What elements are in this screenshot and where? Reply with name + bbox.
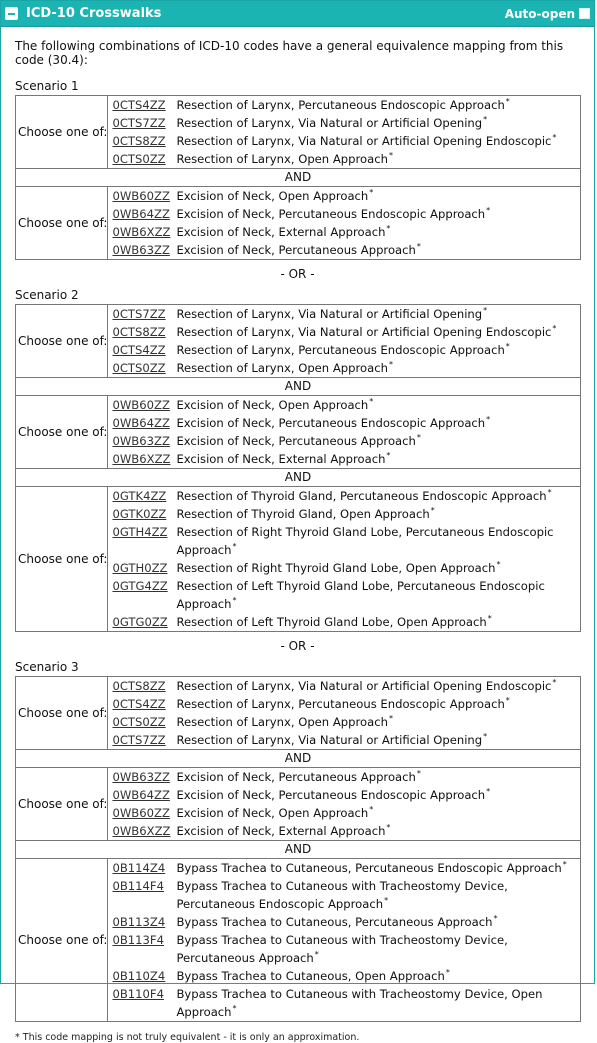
- code-description-text: Excision of Neck, Percutaneous Endoscopic Approach: [176, 416, 486, 430]
- approximation-asterisk: *: [416, 433, 421, 443]
- code-description: [176, 323, 580, 341]
- or-separator: - OR -: [280, 267, 315, 281]
- code-description-text: Resection of Larynx, Via Natural or Artificial Opening: [176, 116, 483, 130]
- icd-code-link[interactable]: 0CTS0ZZ: [112, 715, 166, 729]
- icd-code-link[interactable]: 0WB60ZZ: [112, 398, 170, 412]
- code-description: [176, 150, 580, 168]
- scenario: [15, 660, 580, 1022]
- code-row: [108, 859, 580, 877]
- and-separator: AND: [15, 841, 581, 858]
- code-description-text: Bypass Trachea to Cutaneous with Tracheostomy Device, Percutaneous Approach: [176, 933, 508, 965]
- code-description-text: Resection of Larynx, Percutaneous Endoscopic Approach: [176, 697, 505, 711]
- code-description: [176, 414, 580, 432]
- approximation-asterisk: *: [369, 188, 374, 198]
- code-row: [108, 150, 580, 168]
- code-description-text: Resection of Left Thyroid Gland Lobe, Percutaneous Endoscopic Approach: [176, 579, 545, 611]
- icd-code-link[interactable]: 0WB63ZZ: [112, 434, 170, 448]
- code-row: [108, 822, 580, 840]
- code-list: [108, 487, 581, 632]
- code-description: [176, 713, 580, 731]
- approximation-asterisk: *: [369, 397, 374, 407]
- code-group-table: [15, 767, 581, 841]
- code-description: [176, 450, 580, 468]
- approximation-asterisk: *: [386, 224, 391, 234]
- icd-code-link[interactable]: 0CTS7ZZ: [112, 116, 166, 130]
- code-description: [176, 396, 580, 414]
- approximation-asterisk: *: [384, 896, 389, 906]
- approximation-asterisk: *: [232, 1004, 237, 1014]
- choose-one-label: Choose one of:: [16, 677, 108, 750]
- approximation-asterisk: *: [416, 242, 421, 252]
- code-list: [108, 396, 581, 469]
- code-group-table: [15, 486, 581, 632]
- code-description-text: Resection of Right Thyroid Gland Lobe, Percutaneous Endoscopic Approach: [176, 525, 554, 557]
- choose-one-label: Choose one of:: [16, 187, 108, 260]
- code-row: [108, 913, 580, 931]
- code-row: [108, 487, 580, 505]
- code-description-text: Excision of Neck, Percutaneous Endoscopic Approach: [176, 207, 486, 221]
- icd-code-link[interactable]: 0WB63ZZ: [112, 243, 170, 257]
- code-description: [176, 305, 580, 323]
- code-description-text: Excision of Neck, Open Approach: [176, 398, 369, 412]
- scenario-label: Scenario 1: [15, 79, 79, 93]
- choose-one-label: Choose one of:: [16, 396, 108, 469]
- icd-code-link[interactable]: 0B113F4: [112, 933, 164, 947]
- code-description: [176, 768, 580, 786]
- code-description: [176, 877, 580, 913]
- code-description-text: Excision of Neck, External Approach: [176, 452, 386, 466]
- code-description-text: Resection of Larynx, Open Approach: [176, 361, 388, 375]
- icd-code-link[interactable]: 0CTS7ZZ: [112, 307, 166, 321]
- code-row: [108, 114, 580, 132]
- code-row: [108, 523, 580, 559]
- choose-one-label: Choose one of:: [16, 305, 108, 378]
- intro-text: The following combinations of ICD-10 codes have a general equivalence mapping from this code (30.4):: [15, 39, 564, 67]
- code-row: [108, 432, 580, 450]
- code-row: [108, 577, 580, 613]
- icd-code-link[interactable]: 0CTS4ZZ: [112, 343, 166, 357]
- approximation-asterisk: *: [496, 560, 501, 570]
- code-description-text: Excision of Neck, External Approach: [176, 225, 386, 239]
- icd-code-link[interactable]: 0WB64ZZ: [112, 788, 170, 802]
- code-row: [108, 187, 580, 205]
- scenario-list: [15, 79, 580, 1022]
- code-description: [176, 487, 580, 505]
- choose-one-label: Choose one of:: [16, 768, 108, 841]
- code-row: [108, 223, 580, 241]
- code-row: [108, 786, 580, 804]
- code-description-text: Bypass Trachea to Cutaneous, Open Approach: [176, 969, 445, 983]
- code-description-text: Excision of Neck, External Approach: [176, 824, 386, 838]
- code-row: [108, 341, 580, 359]
- code-description-text: Excision of Neck, Open Approach: [176, 806, 369, 820]
- code-description: [176, 985, 580, 1021]
- code-description-text: Excision of Neck, Percutaneous Endoscopic Approach: [176, 788, 486, 802]
- approximation-asterisk: *: [486, 787, 491, 797]
- code-row: [108, 967, 580, 985]
- choose-one-label: Choose one of:: [16, 487, 108, 632]
- code-description: [176, 559, 580, 577]
- code-row: [108, 559, 580, 577]
- code-description: [176, 187, 580, 205]
- approximation-asterisk: *: [369, 805, 374, 815]
- code-description-text: Resection of Larynx, Percutaneous Endoscopic Approach: [176, 343, 505, 357]
- icd-code-link[interactable]: 0CTS8ZZ: [112, 325, 166, 339]
- code-description: [176, 731, 580, 749]
- icd-code-link[interactable]: 0WB63ZZ: [112, 770, 170, 784]
- code-row: [108, 768, 580, 786]
- approximation-asterisk: *: [388, 151, 393, 161]
- scenario-label: Scenario 3: [15, 660, 79, 674]
- panel-title: ICD-10 Crosswalks: [26, 6, 162, 21]
- code-description-text: Excision of Neck, Percutaneous Approach: [176, 434, 416, 448]
- code-row: [108, 359, 580, 377]
- code-description: [176, 523, 580, 559]
- code-description: [176, 241, 580, 259]
- approximation-asterisk: *: [505, 696, 510, 706]
- code-list: [108, 859, 581, 1022]
- code-description-text: Resection of Larynx, Open Approach: [176, 715, 388, 729]
- code-row: [108, 96, 580, 114]
- icd-code-link[interactable]: 0GTH0ZZ: [112, 561, 168, 575]
- icd-code-link[interactable]: 0CTS4ZZ: [112, 697, 166, 711]
- code-list: [108, 677, 581, 750]
- code-description-text: Resection of Larynx, Via Natural or Artificial Opening Endoscopic: [176, 134, 552, 148]
- code-description: [176, 613, 580, 631]
- icd-code-link[interactable]: 0CTS4ZZ: [112, 98, 166, 112]
- icd-code-link[interactable]: 0WB64ZZ: [112, 416, 170, 430]
- icd-code-link[interactable]: 0CTS0ZZ: [112, 361, 166, 375]
- code-row: [108, 132, 580, 150]
- approximation-asterisk: *: [483, 306, 488, 316]
- icd-code-link[interactable]: 0CTS8ZZ: [112, 134, 166, 148]
- icd-code-link[interactable]: 0GTK4ZZ: [112, 489, 167, 503]
- code-description: [176, 223, 580, 241]
- icd-code-link[interactable]: 0CTS8ZZ: [112, 679, 166, 693]
- approximation-asterisk: *: [483, 115, 488, 125]
- scenario-label: Scenario 2: [15, 288, 79, 302]
- approximation-asterisk: *: [416, 769, 421, 779]
- code-description: [176, 505, 580, 523]
- code-list: [108, 187, 581, 260]
- approximation-asterisk: *: [562, 860, 567, 870]
- icd-code-link[interactable]: 0WB64ZZ: [112, 207, 170, 221]
- approximation-asterisk: *: [505, 342, 510, 352]
- code-description: [176, 114, 580, 132]
- approximation-asterisk: *: [547, 488, 552, 498]
- icd-code-link[interactable]: 0B113Z4: [112, 915, 166, 929]
- code-description: [176, 205, 580, 223]
- and-separator: AND: [15, 750, 581, 767]
- code-row: [108, 804, 580, 822]
- code-description-text: Resection of Larynx, Open Approach: [176, 152, 388, 166]
- code-list: [108, 768, 581, 841]
- code-row: [108, 985, 580, 1021]
- code-description: [176, 359, 580, 377]
- code-description: [176, 432, 580, 450]
- approximation-asterisk: *: [552, 133, 557, 143]
- choose-one-label: Choose one of:: [16, 96, 108, 169]
- code-description: [176, 931, 580, 967]
- code-description-text: Excision of Neck, Percutaneous Approach: [176, 770, 416, 784]
- icd-code-link[interactable]: 0GTG0ZZ: [112, 615, 168, 629]
- code-row: [108, 613, 580, 631]
- code-group-table: [15, 395, 581, 469]
- code-group-table: [15, 676, 581, 750]
- approximation-asterisk: *: [493, 914, 498, 924]
- and-separator: AND: [15, 469, 581, 486]
- code-row: [108, 323, 580, 341]
- code-description: [176, 822, 580, 840]
- icd-code-link[interactable]: 0B110Z4: [112, 969, 166, 983]
- icd-code-link[interactable]: 0WB6XZZ: [112, 225, 171, 239]
- code-description-text: Resection of Left Thyroid Gland Lobe, Open Approach: [176, 615, 487, 629]
- code-list: [108, 305, 581, 378]
- and-separator: AND: [15, 169, 581, 186]
- choose-one-label: Choose one of:: [16, 859, 108, 1022]
- code-description-text: Bypass Trachea to Cutaneous, Percutaneous Approach: [176, 915, 493, 929]
- scenario: [15, 288, 580, 632]
- approximation-asterisk: *: [487, 614, 492, 624]
- code-description: [176, 859, 580, 877]
- code-description: [176, 96, 580, 114]
- approximation-asterisk: *: [314, 950, 319, 960]
- footnote: * This code mapping is not truly equivalent - it is only an approximation.: [15, 1032, 360, 1043]
- code-group-table: [15, 95, 581, 169]
- code-description-text: Resection of Larynx, Via Natural or Artificial Opening: [176, 307, 483, 321]
- approximation-asterisk: *: [232, 542, 237, 552]
- code-description-text: Bypass Trachea to Cutaneous, Percutaneous Endoscopic Approach: [176, 861, 562, 875]
- approximation-asterisk: *: [386, 451, 391, 461]
- code-row: [108, 713, 580, 731]
- or-separator: - OR -: [280, 639, 315, 653]
- scenario: [15, 79, 580, 260]
- code-group-table: [15, 858, 581, 1022]
- approximation-asterisk: *: [232, 596, 237, 606]
- code-row: [108, 877, 580, 913]
- code-row: [108, 931, 580, 967]
- approximation-asterisk: *: [388, 714, 393, 724]
- code-description: [176, 967, 580, 985]
- code-description-text: Resection of Right Thyroid Gland Lobe, Open Approach: [176, 561, 496, 575]
- approximation-asterisk: *: [388, 360, 393, 370]
- code-description: [176, 677, 580, 695]
- approximation-asterisk: *: [430, 506, 435, 516]
- icd-code-link[interactable]: 0WB6XZZ: [112, 452, 171, 466]
- code-description-text: Resection of Thyroid Gland, Percutaneous Endoscopic Approach: [176, 489, 547, 503]
- code-description-text: Resection of Thyroid Gland, Open Approach: [176, 507, 430, 521]
- icd-code-link[interactable]: 0B114Z4: [112, 861, 166, 875]
- code-description-text: Excision of Neck, Percutaneous Approach: [176, 243, 416, 257]
- code-description-text: Resection of Larynx, Via Natural or Artificial Opening Endoscopic: [176, 325, 552, 339]
- code-group-table: [15, 186, 581, 260]
- code-row: [108, 505, 580, 523]
- code-description: [176, 577, 580, 613]
- code-description: [176, 786, 580, 804]
- code-row: [108, 677, 580, 695]
- approximation-asterisk: *: [483, 732, 488, 742]
- panel-header: [1, 1, 594, 27]
- code-description-text: Bypass Trachea to Cutaneous with Tracheostomy Device, Percutaneous Endoscopic Approach: [176, 879, 508, 911]
- code-description-text: Resection of Larynx, Via Natural or Artificial Opening Endoscopic: [176, 679, 552, 693]
- approximation-asterisk: *: [552, 678, 557, 688]
- approximation-asterisk: *: [505, 97, 510, 107]
- code-description: [176, 913, 580, 931]
- icd-code-link[interactable]: 0WB60ZZ: [112, 189, 170, 203]
- approximation-asterisk: *: [445, 968, 450, 978]
- code-description-text: Resection of Larynx, Percutaneous Endoscopic Approach: [176, 98, 505, 112]
- icd-code-link[interactable]: 0B114F4: [112, 879, 164, 893]
- approximation-asterisk: *: [386, 823, 391, 833]
- code-group-table: [15, 304, 581, 378]
- auto-open-checkbox[interactable]: [579, 8, 590, 19]
- code-description-text: Bypass Trachea to Cutaneous with Tracheostomy Device, Open Approach: [176, 987, 543, 1019]
- code-list: [108, 96, 581, 169]
- code-row: [108, 205, 580, 223]
- collapse-icon[interactable]: [5, 7, 18, 20]
- and-separator: AND: [15, 378, 581, 395]
- icd-code-link[interactable]: 0GTH4ZZ: [112, 525, 168, 539]
- auto-open-label: Auto-open: [504, 6, 575, 21]
- code-row: [108, 450, 580, 468]
- icd-code-link[interactable]: 0GTK0ZZ: [112, 507, 167, 521]
- code-row: [108, 731, 580, 749]
- code-row: [108, 695, 580, 713]
- approximation-asterisk: *: [486, 206, 491, 216]
- code-row: [108, 414, 580, 432]
- icd-code-link[interactable]: 0CTS7ZZ: [112, 733, 166, 747]
- icd-code-link[interactable]: 0GTG4ZZ: [112, 579, 168, 593]
- code-description-text: Excision of Neck, Open Approach: [176, 189, 369, 203]
- icd-code-link[interactable]: 0WB60ZZ: [112, 806, 170, 820]
- code-row: [108, 241, 580, 259]
- approximation-asterisk: *: [552, 324, 557, 334]
- code-description: [176, 132, 580, 150]
- code-description: [176, 695, 580, 713]
- icd-code-link[interactable]: 0B110F4: [112, 987, 164, 1001]
- panel-content: [1, 27, 594, 1043]
- code-description: [176, 804, 580, 822]
- approximation-asterisk: *: [486, 415, 491, 425]
- icd-code-link[interactable]: 0CTS0ZZ: [112, 152, 166, 166]
- code-description-text: Resection of Larynx, Via Natural or Artificial Opening: [176, 733, 483, 747]
- code-description: [176, 341, 580, 359]
- code-row: [108, 396, 580, 414]
- code-row: [108, 305, 580, 323]
- icd-code-link[interactable]: 0WB6XZZ: [112, 824, 171, 838]
